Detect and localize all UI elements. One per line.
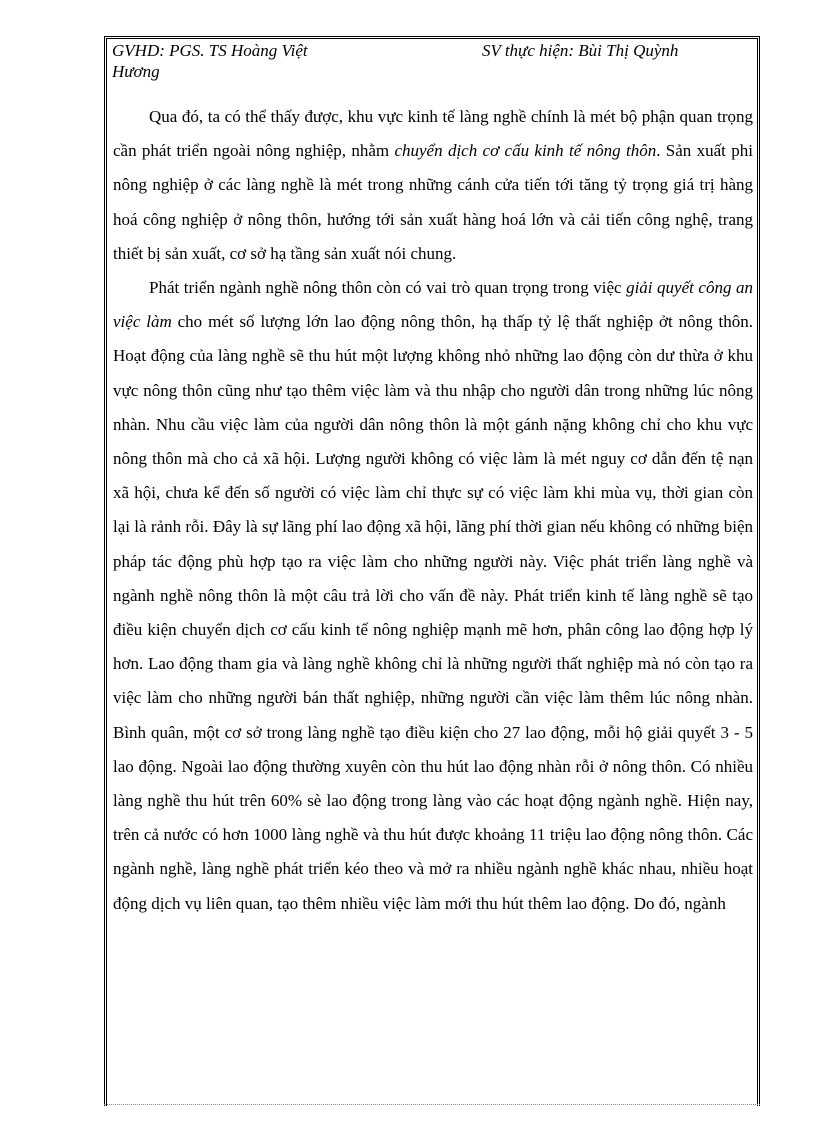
paragraph-2 [113,271,753,921]
page-header [112,40,752,86]
page-bottom-rule [104,1104,760,1105]
paragraph-1-text-start: Qua đó, ta có thể thấy được, khu vực kinh tế làng nghề chính là mét bộ phận quan trọng cần phát triển ngoài nông nghiệp, nhằm [113,107,753,161]
document-body [113,100,753,921]
paragraph-2-emphasis: giải quyết công an việc làm [113,278,753,332]
header-student: SV thực hiện: Bùi Thị Quỳnh [482,41,679,60]
header-advisor: GVHD: PGS. TS Hoàng Việt Hương [112,41,308,81]
paragraph-2-text-end: cho mét số lượng lớn lao động nông thôn, hạ thấp tỷ lệ thất nghiệp ởt nông thôn. Hoạt động của làng nghề sẽ thu hút một lượng không nhỏ những lao động còn dư thừa ở khu vực nông thôn cũng như tạo thêm việc làm và thu nhập cho người dân trong những lúc nông nhàn. Nhu cầu việc làm của người dân nông thôn là một gánh nặng không chỉ cho khu vực nông thôn mà cho cả xã hội. Lượng người không có việc làm là mét nguy cơ dẫn đến tệ nạn xã hội, chưa kể đến số người có việc làm chỉ thực sự có việc làm khi mùa vụ, thời gian còn lại là rảnh rỗi. Đây là sự lãng phí lao động xã hội, lãng phí thời gian nếu không có những biện pháp tác động phù hợp tạo ra việc làm cho những người này. Việc phát triển làng nghề và ngành nghề nông thôn là một câu trả lời cho vấn đề này. Phát triển kinh tế làng nghề sẽ tạo điều kiện chuyển dịch cơ cấu kinh tế nông nghiệp mạnh mẽ hơn, phân công lao động hợp lý hơn. Lao động tham gia và làng nghề không chỉ là những người thất nghiệp mà nó còn tạo ra việc làm cho những người bán thất nghiệp, những người cần việc làm thêm lúc nông nhàn. Bình quân, một cơ sở trong làng nghề tạo điều kiện cho 27 lao động, mỗi hộ giải quyết 3 - 5 lao động. Ngoài lao động thường xuyên còn thu hút lao động nhàn rỗi ở nông thôn. Có nhiều làng nghề thu hút trên 60% sè lao động trong làng vào các hoạt động ngành nghề. Hiện nay, trên cả nước có hơn 1000 làng nghề và thu hút được khoảng 11 triệu lao động nông thôn. Các ngành nghề, làng nghề phát triển kéo theo và mở ra nhiều ngành nghề khác nhau, nhiều hoạt động dịch vụ liên quan, tạo thêm nhiều việc làm mới thu hút thêm lao động. Do đó, ngành [113,312,753,913]
paragraph-1 [113,100,753,271]
paragraph-2-text-start: Phát triển ngành nghề nông thôn còn có vai trò quan trọng trong việc [149,278,627,298]
paragraph-1-emphasis: chuyển dịch cơ cấu kinh tế nông thôn [394,141,657,161]
paragraph-1-text-end: . Sản xuất phi nông nghiệp ở các làng nghề là mét trong những cánh cửa tiến tới tăng tỷ trọng giá trị hàng hoá công nghiệp ở nông thôn, hướng tới sản xuất hàng hoá lớn và cải tiến công nghệ, trang thiết bị sản xuất, cơ sở hạ tầng sản xuất nói chung. [113,141,753,263]
